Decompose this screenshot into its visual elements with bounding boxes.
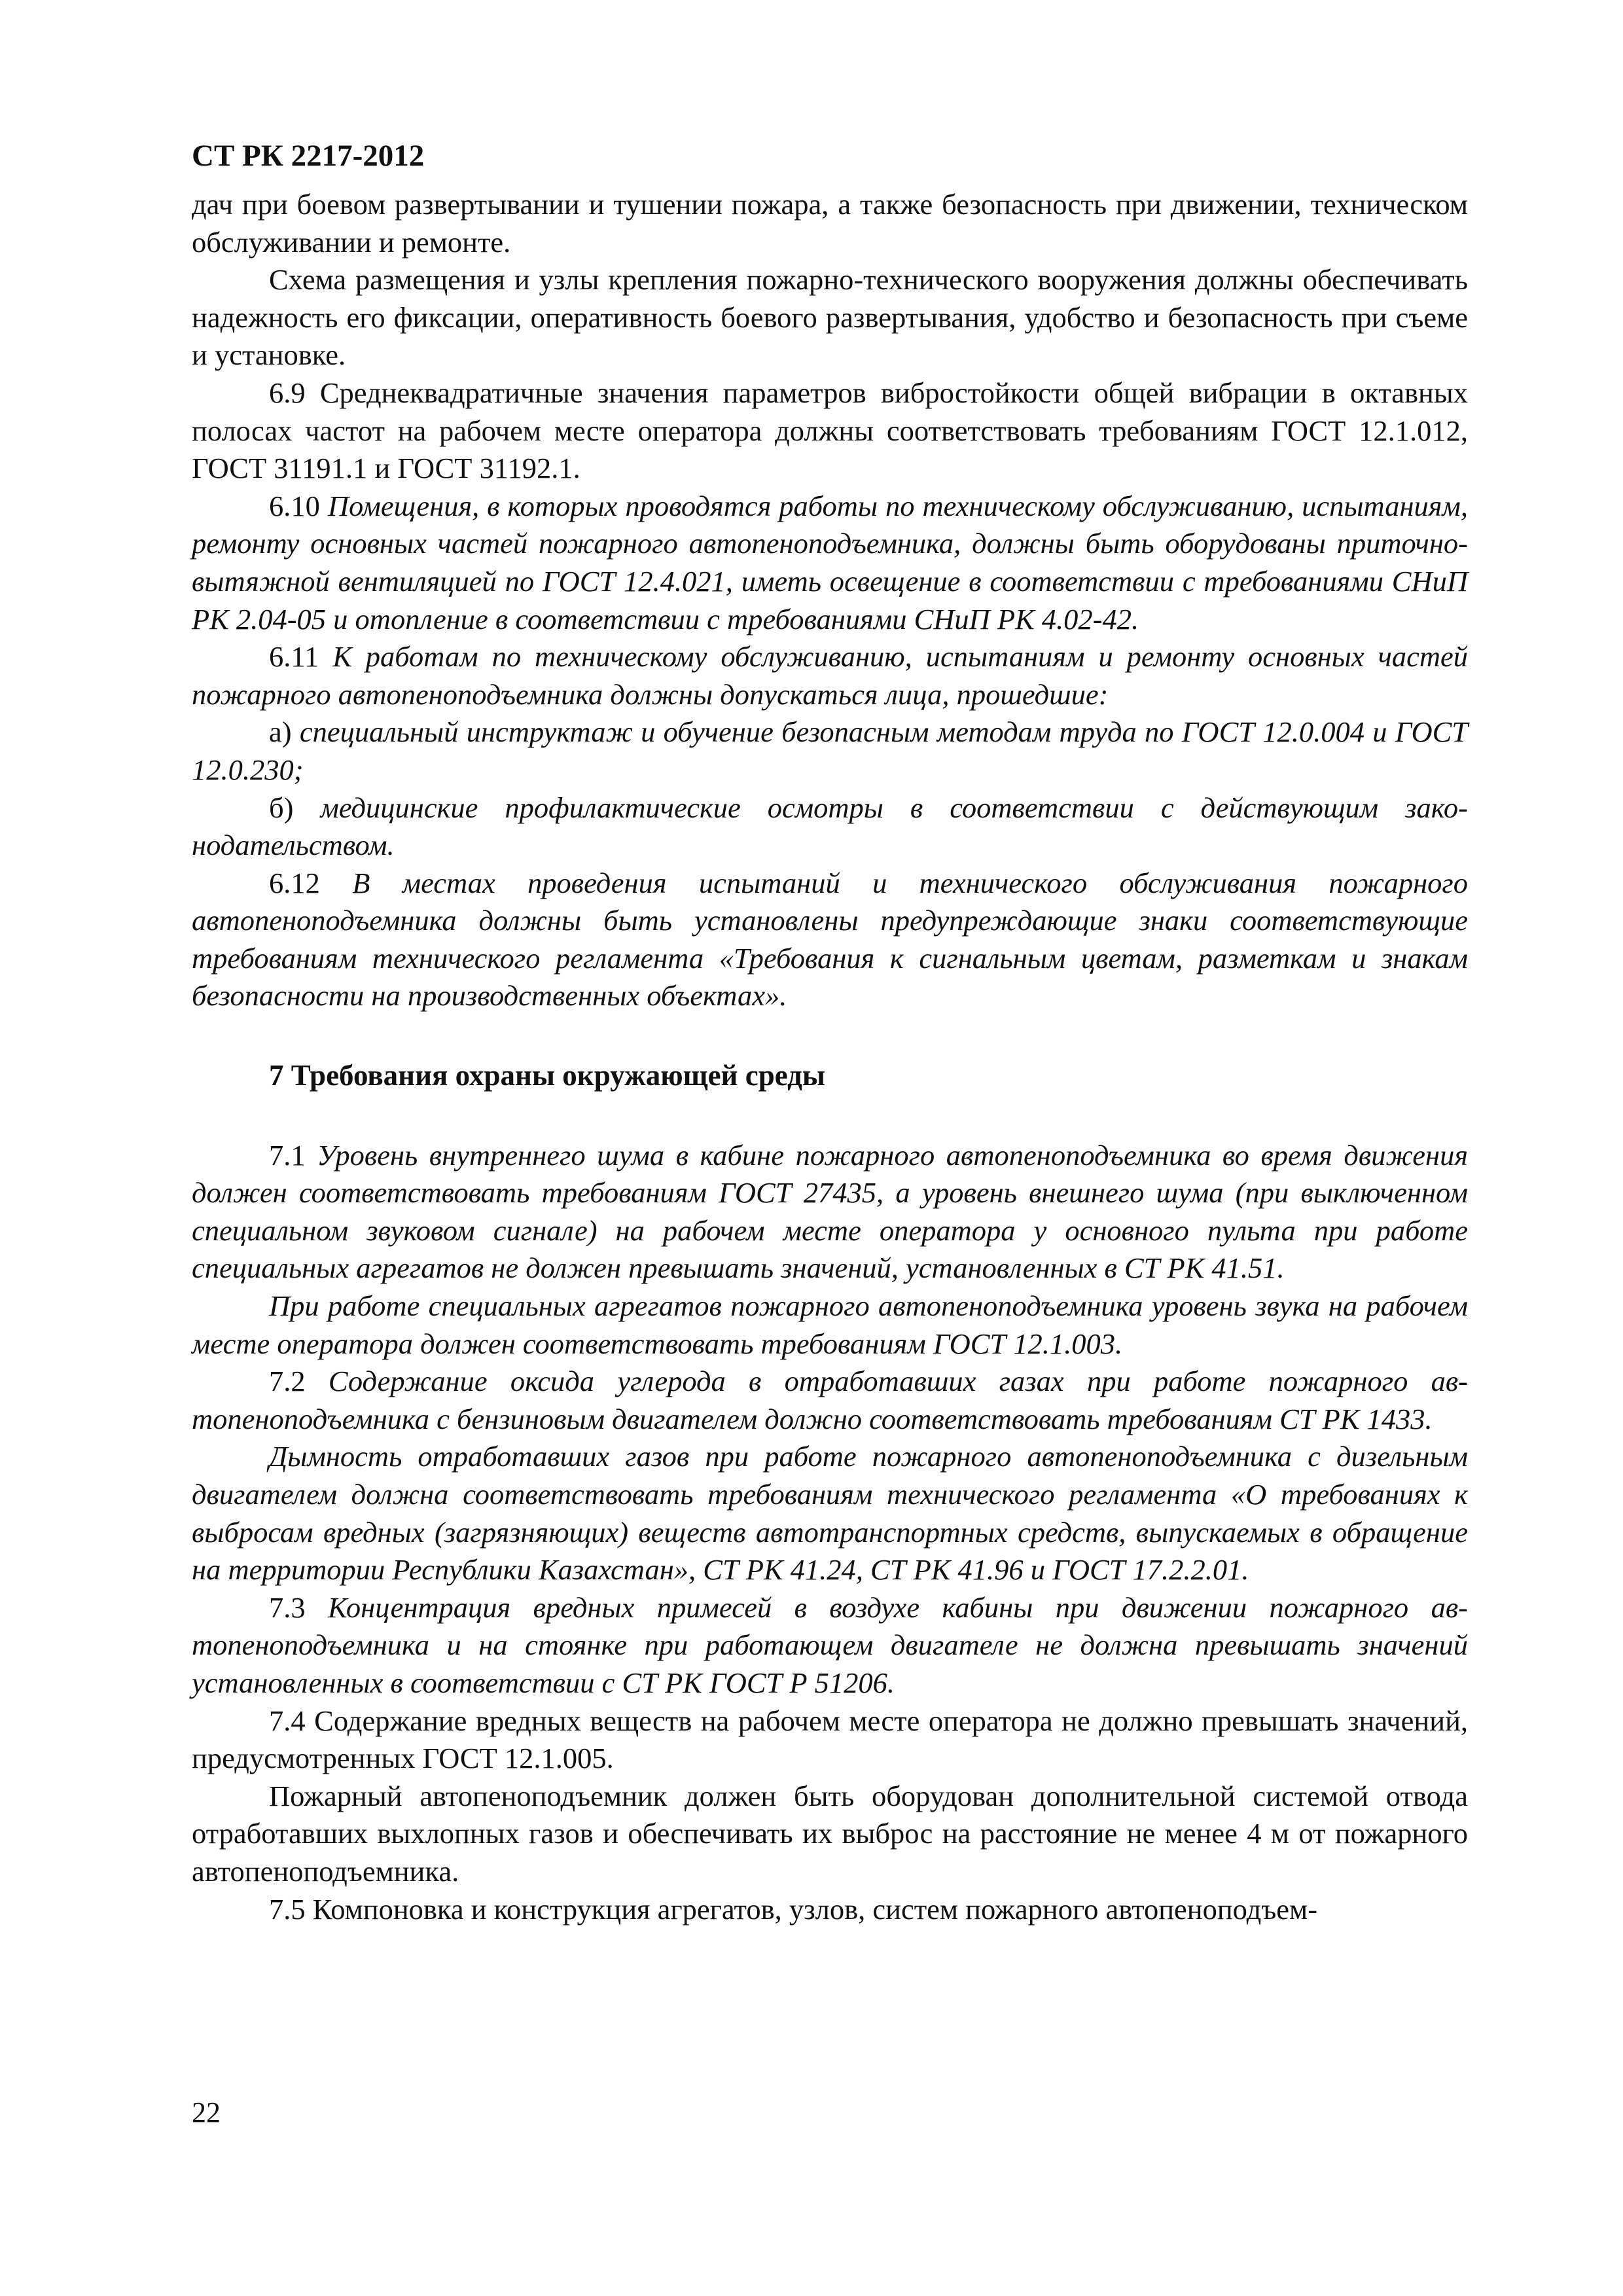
clause-number: б) <box>269 791 294 824</box>
clause-number: 6.11 <box>269 640 319 673</box>
paragraph-text: Содержание оксида углерода в отработавших газах при работе пожарного автопеноподъемника с бензиновым двигателем должно соответствовать требованиям СТ РК 1433. <box>192 1365 1468 1435</box>
section-title: 7 Требования охраны окружающей среды <box>269 1059 826 1092</box>
clause-number: 7.3 <box>269 1590 306 1624</box>
paragraph-text: К работам по техническому обслуживанию, испытаниям и ремонту основных частей пожарного автопеноподъемника должны допускаться лица, прошедшие: <box>192 640 1469 711</box>
clause-number: 6.9 <box>269 376 306 409</box>
paragraphs-after <box>192 1137 1468 1928</box>
paragraph-text: Помещения, в которых проводятся работы по техническому обслуживанию, испытаниям, ремонту основных частей пожарного автопеноподъемника, должны быть оборудованы приточно-вытяжной вентиляцией по ГОСТ 12.4.021, иметь освещение в соответствии с требованиями СНиП РК 2.04-05 и отопление в соответствии с требованиями СНиП РК 4.02-42. <box>192 489 1469 636</box>
paragraphs-before <box>192 186 1468 1015</box>
paragraph <box>192 638 1468 713</box>
paragraph-text: Дымность отработавших газов при работе пожарного автопеноподъемника с дизельным двигателем должна соответствовать требованиям технического регламента «О требованиях к выбросам вредных (загрязняющих) веществ автотранспортных средств, выпускаемых в обращение на территории Республики Казахстан», СТ РК 41.24, СТ РК 41.96 и ГОСТ 17.2.2.01. <box>192 1440 1468 1587</box>
clause-number: 7.1 <box>269 1138 306 1172</box>
clause-number: 7.4 <box>269 1704 306 1737</box>
clause-number: 7.5 <box>269 1892 306 1926</box>
paragraph <box>192 1778 1468 1891</box>
paragraph <box>192 261 1468 374</box>
paragraph-text: специальный инструктаж и обучение безопасным методам труда по ГОСТ 12.0.004 и ГОСТ 12.0.230; <box>192 715 1469 786</box>
paragraph-text: медицинские профилактические осмотры в соответствии с действующим законодательством. <box>192 791 1468 862</box>
paragraph <box>192 713 1468 789</box>
paragraph-text: Среднеквадратичные значения параметров вибростойкости общей вибрации в октавных полосах частот на рабочем месте оператора должны соответствовать требованиям ГОСТ 12.1.012, ГОСТ 31191.1 и ГОСТ 31192.1. <box>192 376 1468 485</box>
clause-number: 6.10 <box>269 489 320 522</box>
body-text <box>192 186 1468 1928</box>
paragraph-text: Содержание вредных веществ на рабочем месте оператора не должно превышать значений, предусмотренных ГОСТ 12.1.005. <box>192 1704 1469 1775</box>
paragraph-text: В местах проведения испытаний и технического обслуживания пожарного автопеноподъемника должны быть установлены предупреждающие знаки соответствующие требованиям технического регламента «Требования к сигнальным цветам, разметкам и знакам безопасности на производственных объектах». <box>192 866 1469 1013</box>
paragraph <box>192 789 1468 865</box>
clause-number: 6.12 <box>269 866 320 899</box>
paragraph-text: Пожарный автопеноподъемник должен быть оборудован дополнительной системой отвода отработавших выхлопных газов и обеспечивать их выброс на расстояние не менее 4 м от пожарного автопеноподъемника. <box>192 1779 1468 1888</box>
paragraph <box>192 1891 1468 1929</box>
paragraph <box>192 865 1468 1015</box>
paragraph <box>192 1287 1468 1363</box>
paragraph <box>192 1363 1468 1438</box>
clause-number: а) <box>269 715 292 749</box>
paragraph <box>192 186 1468 261</box>
document-code-header: СТ РК 2217-2012 <box>192 139 425 173</box>
paragraph-text: При работе специальных агрегатов пожарного автопеноподъемника уровень звука на рабочем месте оператора должен соответствовать требованиям ГОСТ 12.1.003. <box>192 1289 1468 1360</box>
paragraph-text: дач при боевом развертывании и тушении пожара, а также безопасность при движении, техническом обслуживании и ремонте. <box>192 188 1468 259</box>
paragraph <box>192 374 1468 488</box>
page-number: 22 <box>192 2096 221 2128</box>
paragraph <box>192 1438 1468 1588</box>
paragraph <box>192 1702 1468 1778</box>
paragraph <box>192 1137 1468 1287</box>
paragraph-text: Уровень внутреннего шума в кабине пожарного автопеноподъемника во время движения должен соответствовать требованиям ГОСТ 27435, а уровень внешнего шума (при выключенном специальном звуковом сигнале) на рабочем месте оператора у основного пульта при работе специальных агрегатов не должен превышать значений, установленных в СТ РК 41.51. <box>192 1138 1469 1285</box>
paragraph-text: Компоновка и конструкция агрегатов, узлов, систем пожарного автопеноподъем- <box>312 1892 1318 1926</box>
paragraph <box>192 1589 1468 1702</box>
paragraph <box>192 488 1468 638</box>
clause-number: 7.2 <box>269 1365 306 1398</box>
paragraph-text: Концентрация вредных примесей в воздухе кабины при движении пожарного автопеноподъемника и на стоянке при работающем двигателе не должна превышать значений установленных в соответствии с СТ РК ГОСТ Р 51206. <box>192 1590 1468 1699</box>
paragraph-text: Схема размещения и узлы крепления пожарно-технического вооружения должны обеспечивать надежность его фиксации, оперативность боевого развертывания, удобство и безопасность при съеме и установке. <box>192 263 1468 372</box>
